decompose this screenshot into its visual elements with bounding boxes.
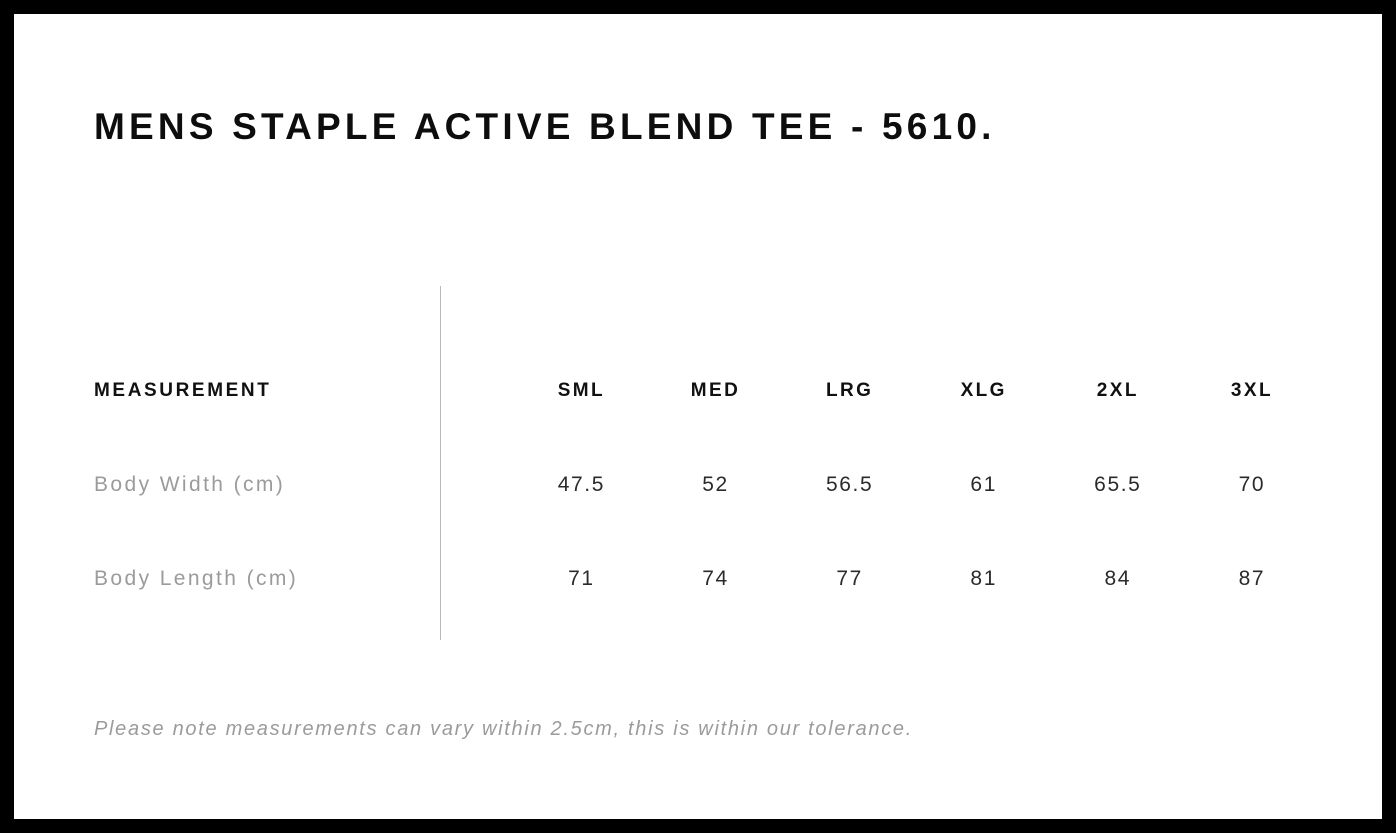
cell-body-width-lrg: 56.5 [825, 473, 874, 496]
cell-body-length-sml: 71 [568, 567, 595, 590]
cell-body-width-sml: 47.5 [557, 473, 606, 496]
cell-body-width-3xl: 70 [1238, 473, 1266, 496]
table-row [94, 532, 1319, 626]
cell-body-width-med: 52 [702, 473, 729, 496]
row-label-body-width: Body Width (cm) [94, 473, 286, 496]
cell-body-length-lrg: 77 [836, 567, 863, 590]
tolerance-note: Please note measurements can vary within 2.5cm, this is within our tolerance. [94, 718, 913, 740]
cell-body-length-3xl: 87 [1238, 567, 1266, 590]
table-row [94, 438, 1319, 532]
column-header-lrg: LRG [825, 380, 874, 401]
size-chart-table [94, 344, 1319, 626]
column-header-measurement: MEASUREMENT [94, 380, 272, 401]
column-header-xlg: XLG [960, 380, 1007, 401]
column-header-2xl: 2XL [1096, 380, 1139, 401]
table-header-row [94, 344, 1319, 438]
cell-body-length-2xl: 84 [1104, 567, 1132, 590]
page-title: MENS STAPLE ACTIVE BLEND TEE - 5610. [94, 106, 996, 147]
cell-body-length-xlg: 81 [970, 567, 997, 590]
row-label-body-length: Body Length (cm) [94, 567, 299, 590]
cell-body-length-med: 74 [702, 567, 729, 590]
size-chart-page [14, 14, 1382, 819]
column-header-med: MED [690, 380, 741, 401]
column-header-3xl: 3XL [1230, 380, 1273, 401]
cell-body-width-2xl: 65.5 [1094, 473, 1142, 496]
cell-body-width-xlg: 61 [970, 473, 997, 496]
column-header-sml: SML [557, 380, 606, 401]
